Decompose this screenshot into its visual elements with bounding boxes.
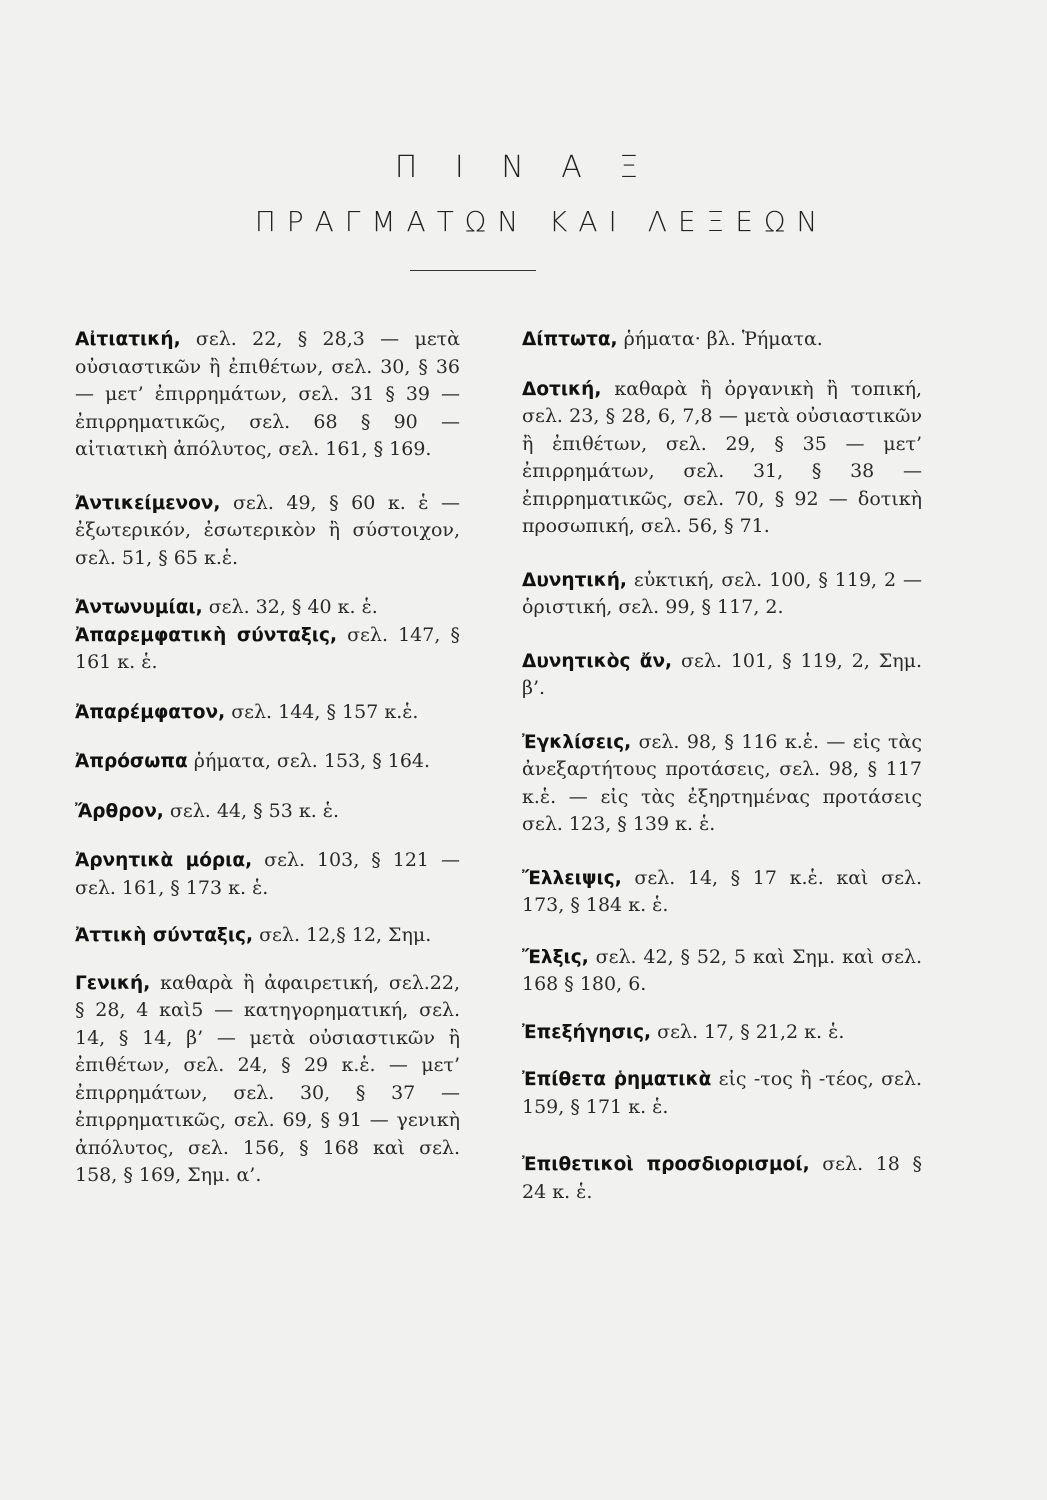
entry-text: καθαρὰ ἢ ἀφαιρετική, σελ.22, § 28, 4 καὶ5 — κατηγορηματική, σελ. 14, § 14, β’ — μετὰ οὐσιαστικῶν ἢ ἐπιθέτων, σελ. 24, § 29 κ.ἑ. — μετ’ ἐπιρρημάτων, σελ. 30, § 37 — ἐπιρρηματικῶς, σελ. 69, § 91 — γενικὴ ἀπόλυτος, σελ. 156, § 168 καὶ σελ. 158, § 169, Σημ. α’. [75, 971, 460, 1186]
entry-text: σελ. 49, § 60 κ. ἑ — ἐξωτερικόν, ἐσωτερικὸν ἢ σύστοιχον, σελ. 51, § 65 κ.ἑ. [75, 491, 460, 569]
left-column [75, 326, 460, 1190]
entry-text: σελ. 22, § 28,3 — μετὰ οὐσιαστικῶν ἢ ἐπιθέτων, σελ. 30, § 36 — μετ’ ἐπιρρημάτων, σελ. 31 § 39 — ἐπιρρηματικῶς, σελ. 68 § 90 — αἰτιατικὴ ἀπόλυτος, σελ. 161, § 169. [75, 328, 460, 460]
entry-text: σελ. 144, § 157 κ.ἑ. [225, 700, 419, 723]
entry-text: σελ. 44, § 53 κ. ἑ. [163, 799, 340, 822]
index-entry [75, 748, 460, 776]
index-entry [75, 798, 460, 826]
index-entry [75, 622, 460, 677]
entry-text: σελ. 42, § 52, 5 καὶ Σημ. καὶ σελ. 168 § 180, 6. [522, 945, 922, 995]
entry-text: σελ. 14, § 17 κ.ἑ. καὶ σελ. 173, § 184 κ. ἑ. [522, 866, 922, 916]
entry-term: Ἀντικείμενον, [75, 492, 221, 514]
entry-text: σελ. 98, § 116 κ.ἑ. — εἰς τὰς ἀνεξαρτήτους προτάσεις, σελ. 98, § 117 κ.ἑ. — εἰς τὰς ἐξηρτημένας προτάσεις σελ. 123, § 139 κ. ἑ. [522, 730, 922, 835]
entry-text: ῥήματα· βλ. Ῥήματα. [617, 328, 823, 350]
index-entry [522, 1151, 922, 1206]
index-entry [522, 1066, 922, 1121]
entry-text: σελ. 103, § 121 — σελ. 161, § 173 κ. ἑ. [75, 849, 460, 899]
entry-text: σελ. 18 § 24 κ. ἑ. [522, 1153, 922, 1203]
index-entry [522, 376, 922, 541]
entry-text: σελ. 101, § 119, 2, Σημ. β’. [522, 649, 922, 699]
entry-term: Δυνητικὸς ἄν, [522, 650, 673, 672]
entry-term: Γενική, [75, 972, 151, 994]
page-subtitle: ΠΡΑΓΜΑΤΩΝ ΚΑΙ ΛΕΞΕΩΝ [254, 205, 829, 238]
entry-term: Ἐπίθετα ῥηματικὰ [522, 1069, 712, 1090]
entry-term: Ἔλλειψις, [522, 867, 622, 889]
entry-term: Ἀρνητικὰ μόρια, [75, 850, 253, 871]
entry-term: Δυνητική, [522, 569, 627, 591]
index-entry [75, 922, 460, 950]
entry-term: Ἀπαρέμφατον, [75, 701, 226, 723]
entry-text: σελ. 17, § 21,2 κ. ἑ. [651, 1020, 845, 1043]
entry-term: Ἄρθρον, [75, 800, 164, 822]
entry-term: Ἐγκλίσεις, [522, 731, 632, 753]
index-entry [75, 490, 460, 573]
index-entry [75, 594, 460, 622]
index-entry [75, 847, 460, 902]
entry-text: σελ. 32, § 40 κ. ἑ. [202, 596, 378, 618]
index-entry [522, 865, 922, 920]
entry-term: Ἀπαρεμφατικὴ σύνταξις, [75, 624, 337, 646]
entry-term: Ἀπρόσωπα [75, 751, 188, 772]
index-entry [75, 699, 460, 727]
index-entry [522, 1019, 922, 1047]
entry-term: Ἀττικὴ σύνταξις, [75, 925, 254, 946]
entry-term: Ἀντωνυμίαι, [75, 597, 203, 618]
title-rule [410, 270, 536, 271]
index-entry [75, 970, 460, 1190]
entry-term: Δίπτωτα, [522, 329, 618, 350]
entry-term: Δοτική, [522, 378, 602, 400]
entry-text: σελ. 12,§ 12, Σημ. [253, 924, 432, 946]
index-entry [522, 326, 922, 354]
entry-text: εὐκτική, σελ. 100, § 119, 2 — ὁριστική, σελ. 99, § 117, 2. [522, 568, 922, 618]
index-entry [522, 567, 922, 622]
entry-text: σελ. 147, § 161 κ. ἑ. [75, 623, 460, 673]
entry-text: καθαρὰ ἢ ὀργανικὴ ἢ τοπική, σελ. 23, § 28, 6, 7,8 — μετὰ οὐσιαστικῶν ἢ ἐπιθέτων, σελ. 29, § 35 — μετ’ ἐπιρρημάτων, σελ. 31, § 38 — ἐπιρρηματικῶς, σελ. 70, § 92 — δοτικὴ προσωπική, σελ. 56, § 71. [522, 377, 922, 537]
index-entry [522, 648, 922, 703]
entry-term: Ἐπιθετικοὶ προσδιορισμοί, [522, 1154, 810, 1175]
page-title: Π Ι Ν Α Ξ [394, 150, 653, 185]
entry-term: Αἰτιατική, [75, 329, 181, 350]
entry-term: Ἔλξις, [522, 946, 589, 968]
index-entry [522, 944, 922, 999]
right-column [522, 326, 922, 1206]
entry-term: Ἐπεξήγησις, [522, 1021, 652, 1043]
entry-text: εἰς -τος ἢ -τέος, σελ. 159, § 171 κ. ἑ. [522, 1068, 922, 1118]
index-entry [75, 326, 460, 464]
entry-text: ῥήματα, σελ. 153, § 164. [187, 750, 431, 772]
index-entry [522, 729, 922, 839]
